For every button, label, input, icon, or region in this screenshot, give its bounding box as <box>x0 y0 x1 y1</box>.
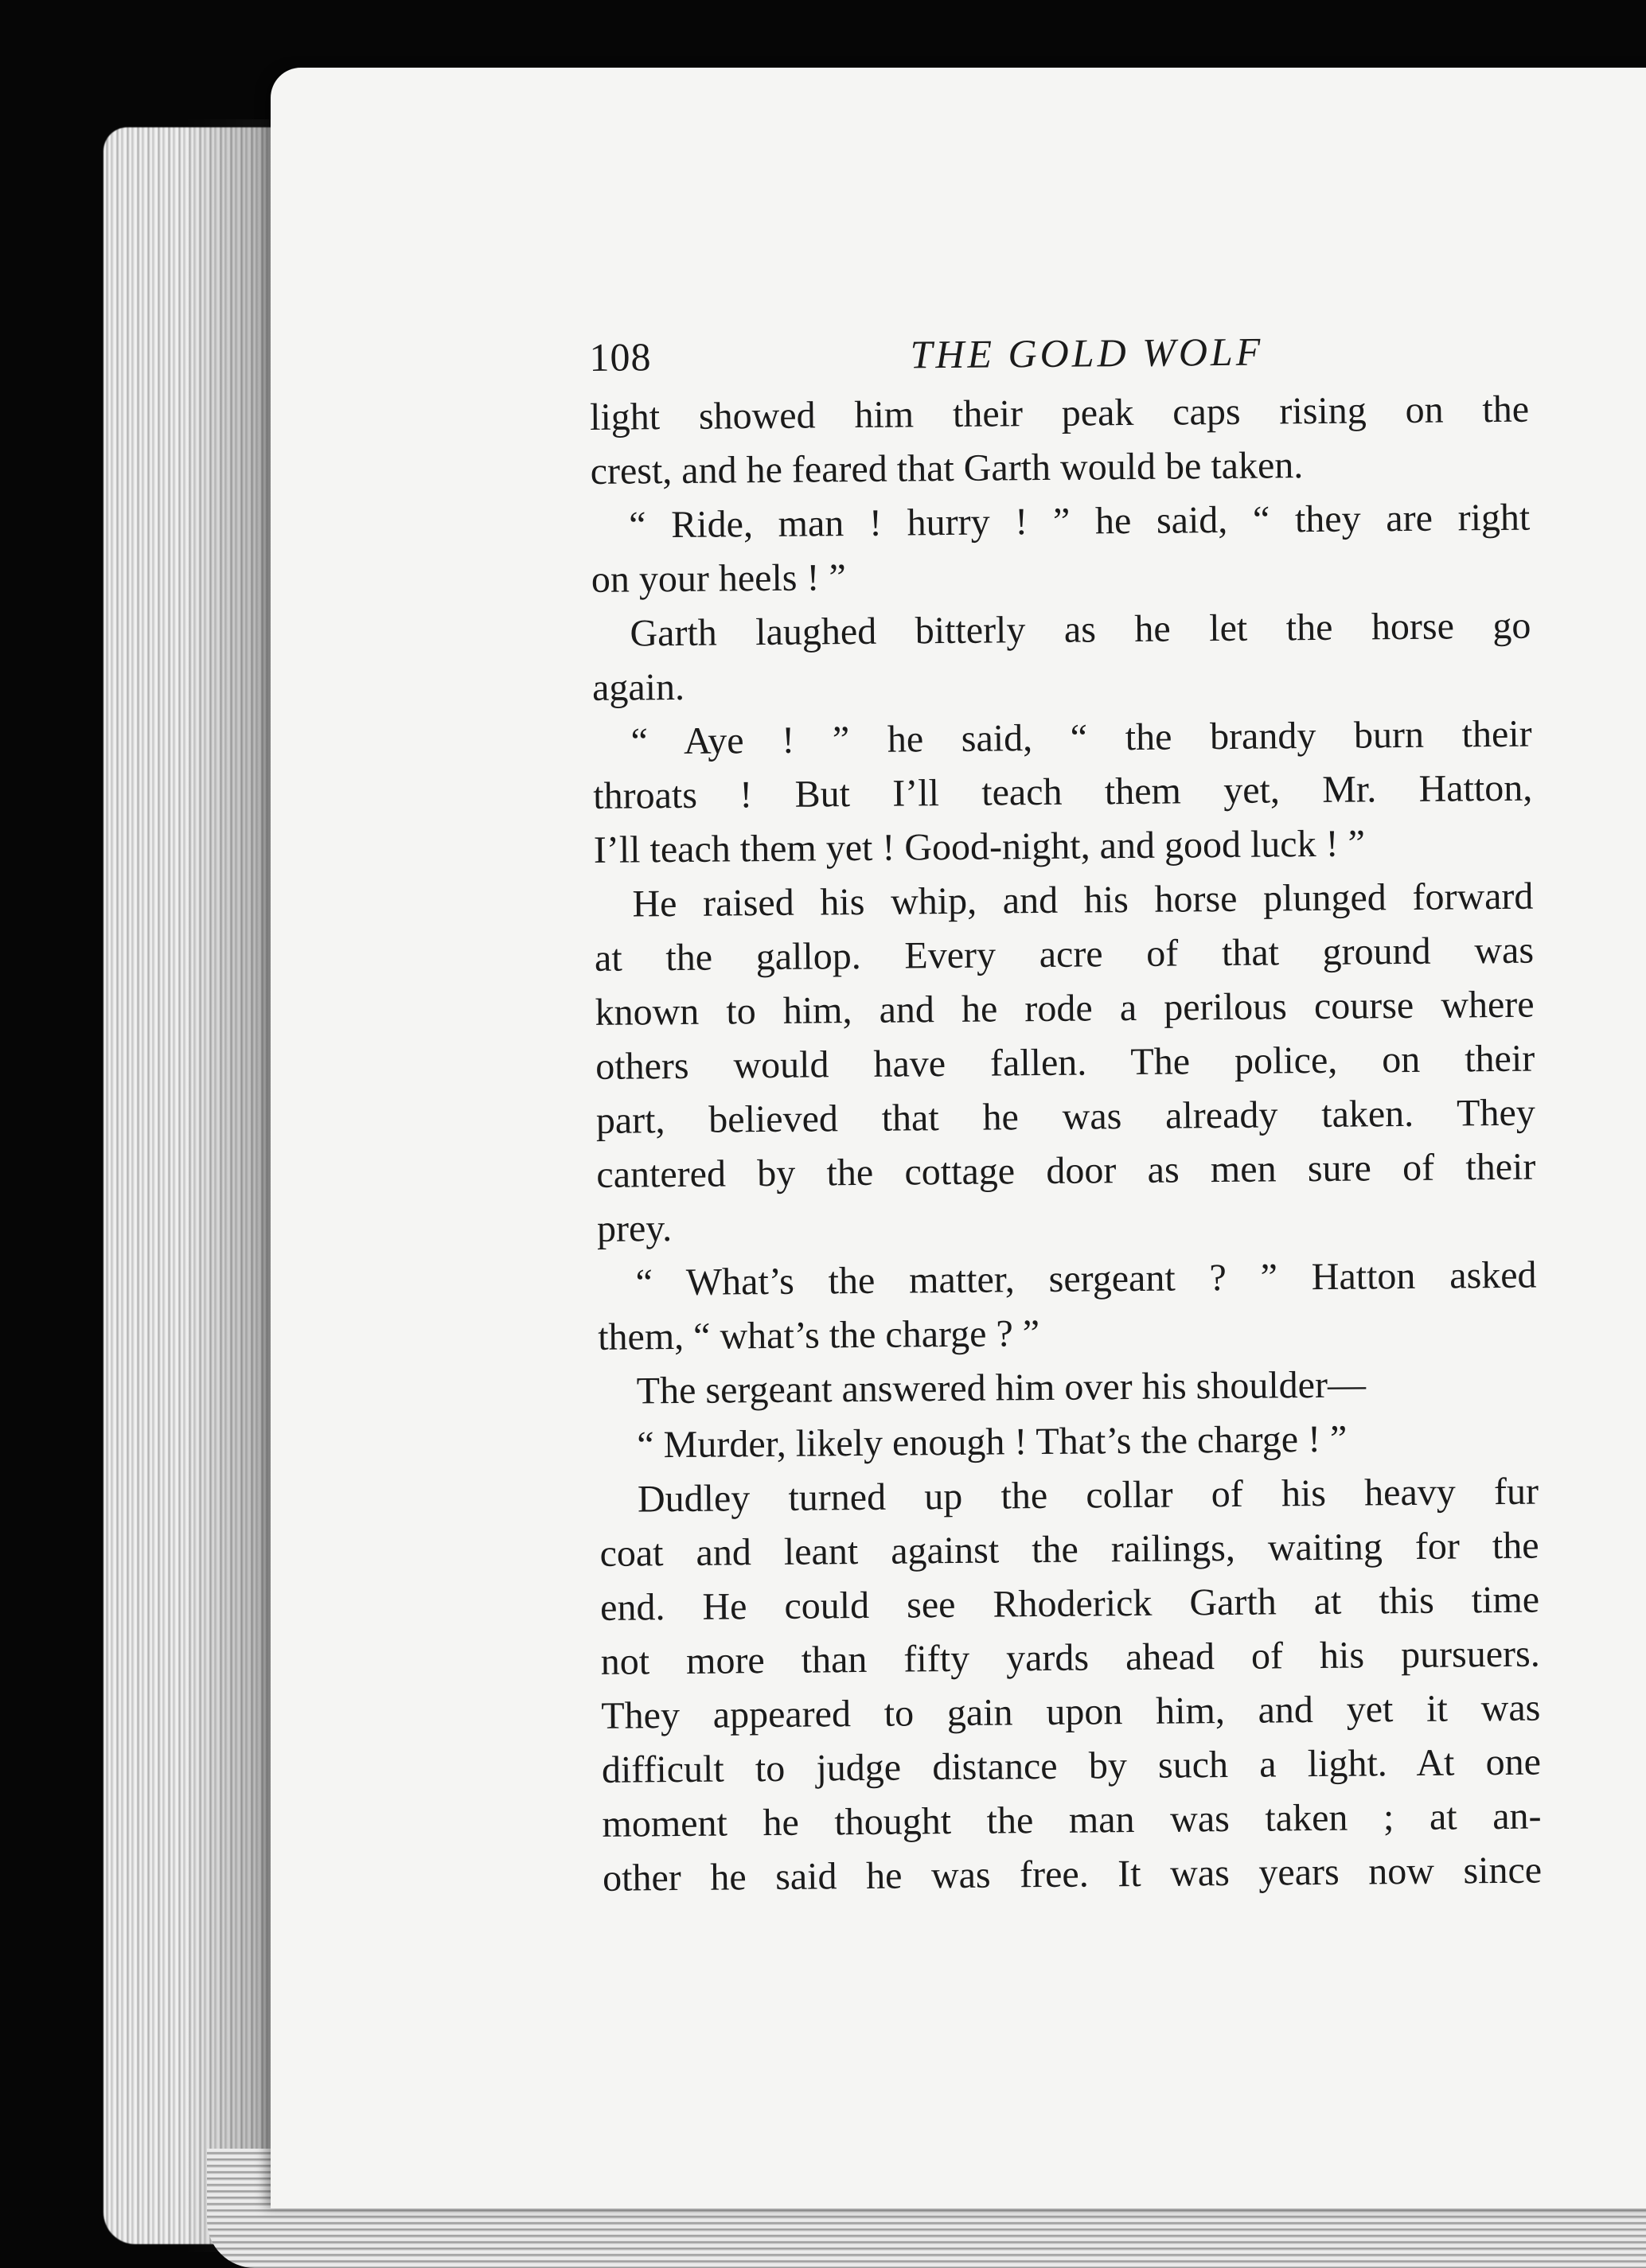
text-line: The sergeant answered him over his shoulder— <box>636 1363 1367 1413</box>
text-line: Garth laughed bitterly as he let the horse go <box>630 604 1531 655</box>
text-line: cantered by the cottage door as men sure of their <box>596 1145 1536 1196</box>
text-line: at the gallop. Every acre of that ground was <box>594 929 1535 980</box>
text-line: them, “ what’s the charge ? ” <box>597 1312 1040 1358</box>
page-edge-shadow <box>183 119 279 2252</box>
text-line: “ Murder, likely enough ! That’s the charge ! ” <box>637 1417 1348 1467</box>
page-number: 108 <box>589 334 652 380</box>
text-line: “ What’s the matter, sergeant ? ” Hatton asked <box>635 1253 1537 1304</box>
text-line: moment he thought the man was taken ; at an- <box>602 1795 1542 1845</box>
page-text-block <box>310 308 1542 1908</box>
text-line: end. He could see Rhoderick Garth at this time <box>599 1578 1540 1629</box>
text-line: I’ll teach them yet ! Good-night, and good luck ! ” <box>593 822 1366 871</box>
running-header <box>589 308 1529 388</box>
text-line: They appeared to gain upon him, and yet it was <box>601 1686 1541 1737</box>
running-title: THE GOLD WOLF <box>910 329 1264 377</box>
text-line: “ Aye ! ” he said, “ the brandy burn their <box>630 712 1532 763</box>
text-line: on your heels ! ” <box>591 556 847 601</box>
text-line: light showed him their peak caps rising on the <box>589 388 1530 438</box>
text-line: others would have fallen. The police, on their <box>595 1037 1535 1088</box>
text-line: prey. <box>596 1207 673 1250</box>
body-text <box>311 383 1543 1908</box>
text-line: Dudley turned up the collar of his heavy fur <box>637 1470 1539 1521</box>
text-line: “ Ride, man ! hurry ! ” he said, “ they are right <box>629 496 1531 547</box>
text-line: other he said he was free. It was years now since <box>602 1849 1543 1900</box>
text-line: throats ! But I’ll teach them yet, Mr. Hatton, <box>593 766 1533 817</box>
text-line: not more than fifty yards ahead of his pursuers. <box>600 1632 1540 1683</box>
text-line: crest, and he feared that Garth would be taken. <box>590 444 1304 493</box>
text-line: again. <box>591 665 685 709</box>
text-line: He raised his whip, and his horse plunged forward <box>632 875 1534 926</box>
text-line: part, believed that he was already taken. They <box>595 1091 1535 1142</box>
text-line: difficult to judge distance by such a light. At one <box>601 1740 1542 1791</box>
text-line: known to him, and he rode a perilous course where <box>595 983 1535 1034</box>
text-line: coat and leant against the railings, waiting for the <box>599 1524 1539 1575</box>
